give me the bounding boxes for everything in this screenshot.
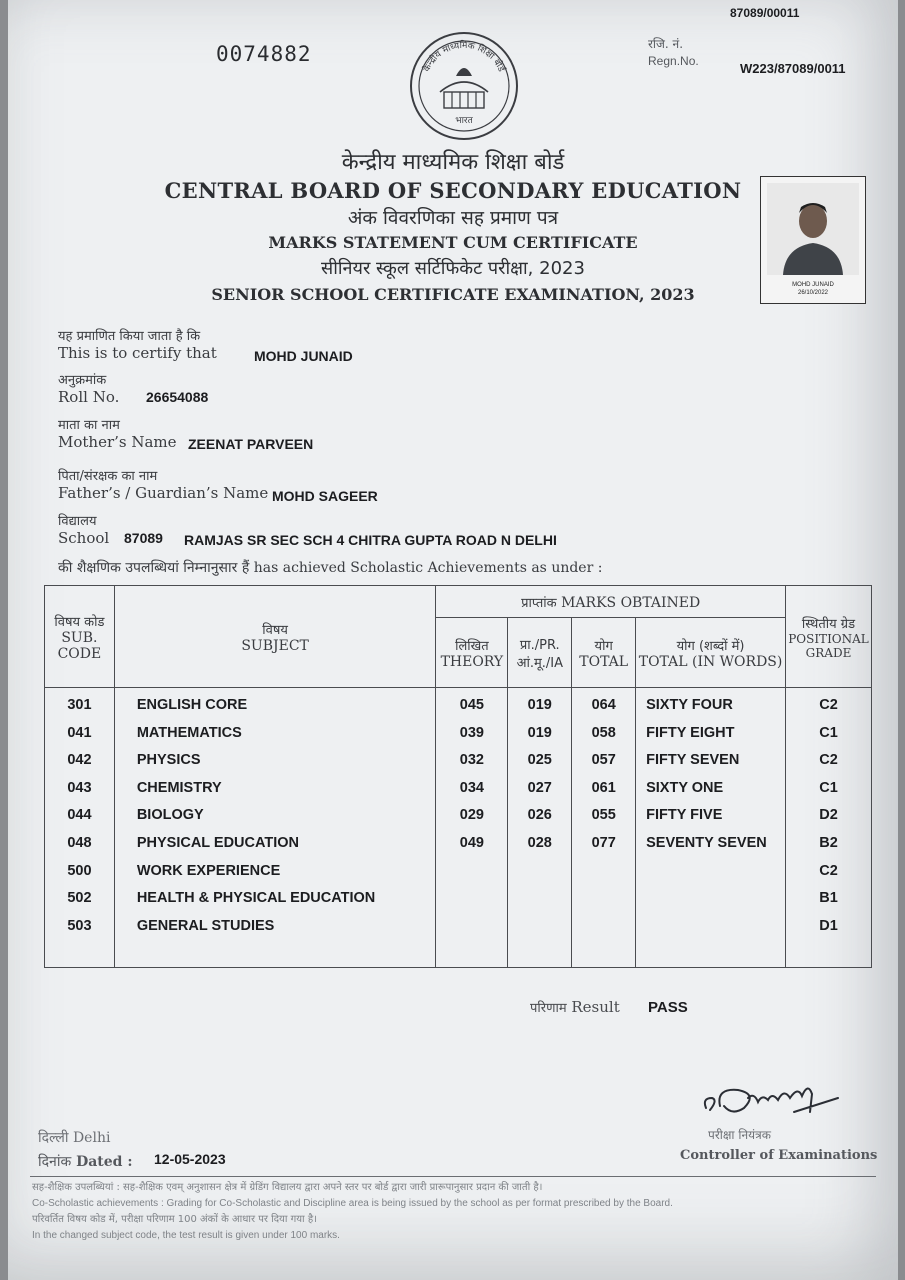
controller-signature bbox=[698, 1068, 848, 1128]
header-sub-code-en2: CODE bbox=[57, 645, 102, 662]
marks-table bbox=[44, 585, 872, 968]
roll-number: 26654088 bbox=[146, 389, 209, 405]
header-subject bbox=[114, 586, 436, 688]
title-block bbox=[158, 148, 748, 306]
candidate-name: MOHD JUNAID bbox=[254, 348, 353, 364]
header-positional-grade bbox=[785, 586, 871, 688]
cell-theory: 039 bbox=[459, 724, 484, 741]
header-total bbox=[572, 618, 636, 688]
cell-theory bbox=[436, 858, 507, 886]
header-grade-hi: स्थितीय ग्रेड bbox=[801, 616, 856, 632]
col-grade bbox=[785, 688, 871, 968]
cell-pr: 025 bbox=[527, 752, 552, 769]
regn-label-en: Regn.No. bbox=[648, 54, 699, 68]
footnote-en-2: In the changed subject code, the test result is given under 100 marks. bbox=[32, 1230, 340, 1241]
cell-words: SIXTY FOUR bbox=[646, 697, 733, 713]
place-en: Delhi bbox=[72, 1130, 111, 1146]
place-hi: दिल्ली bbox=[38, 1130, 69, 1146]
cell-code: 500 bbox=[67, 862, 92, 879]
cell-code: 041 bbox=[67, 724, 92, 741]
cell-code: 048 bbox=[67, 834, 92, 851]
cell-theory: 029 bbox=[459, 807, 484, 824]
cell-pr: 019 bbox=[527, 697, 552, 713]
result-label-en: Result bbox=[571, 998, 620, 1016]
cell-total: 057 bbox=[591, 752, 616, 769]
cell-subject: MATHEMATICS bbox=[136, 724, 242, 741]
header-theory-en: THEORY bbox=[440, 653, 504, 670]
cell-words: FIFTY SEVEN bbox=[646, 752, 740, 769]
cell-pr bbox=[508, 885, 571, 913]
board-name-hi: केन्द्रीय माध्यमिक शिक्षा बोर्ड bbox=[341, 150, 565, 175]
cell-code: 042 bbox=[67, 752, 92, 769]
document-title-hi: अंक विवरणिका सह प्रमाण पत्र bbox=[347, 207, 559, 229]
document-title-en: MARKS STATEMENT CUM CERTIFICATE bbox=[268, 233, 638, 252]
cell-words: FIFTY EIGHT bbox=[646, 724, 735, 741]
cell-total bbox=[572, 913, 635, 941]
top-reference: 87089/00011 bbox=[730, 6, 800, 20]
board-name-en: CENTRAL BOARD OF SECONDARY EDUCATION bbox=[164, 178, 742, 203]
cell-grade: B1 bbox=[819, 890, 838, 907]
cell-subject: PHYSICAL EDUCATION bbox=[136, 834, 300, 851]
cell-grade: C1 bbox=[819, 724, 838, 741]
cell-words: SEVENTY SEVEN bbox=[646, 834, 767, 851]
father-label bbox=[58, 466, 268, 502]
cell-theory: 049 bbox=[459, 834, 484, 851]
header-marks-obtained bbox=[436, 586, 786, 618]
cell-total: 055 bbox=[591, 807, 616, 824]
father-label-hi: पिता/संरक्षक का नाम bbox=[58, 469, 158, 484]
regn-label-hi: रजि. नं. bbox=[648, 37, 684, 51]
cell-words bbox=[646, 913, 785, 941]
header-subject-hi: विषय bbox=[262, 622, 288, 638]
col-total bbox=[572, 688, 636, 968]
footnote-en-1: Co-Scholastic achievements : Grading for Co-Scholastic and Discipline area is being issued by the school as per format prescribed by the Board. bbox=[32, 1198, 673, 1209]
mother-label-en: Mother’s Name bbox=[58, 433, 177, 451]
photo-caption-name: MOHD JUNAID bbox=[792, 282, 834, 288]
roll-label-en: Roll No. bbox=[58, 388, 120, 406]
header-subject-en: SUBJECT bbox=[241, 637, 309, 654]
school-label-en: School bbox=[58, 529, 110, 547]
header-pr-en: आं.मू./IA bbox=[516, 655, 563, 671]
cell-code: 044 bbox=[67, 807, 92, 824]
mother-label bbox=[58, 415, 177, 451]
certify-label bbox=[58, 326, 217, 362]
school-name: RAMJAS SR SEC SCH 4 CHITRA GUPTA ROAD N DELHI bbox=[184, 532, 557, 548]
cell-theory: 032 bbox=[459, 752, 484, 769]
roll-label bbox=[58, 370, 119, 406]
col-theory bbox=[436, 688, 508, 968]
school-code: 87089 bbox=[124, 530, 163, 546]
cell-total bbox=[572, 885, 635, 913]
cell-pr bbox=[508, 858, 571, 886]
cell-code: 503 bbox=[67, 917, 92, 934]
col-practical bbox=[508, 688, 572, 968]
portrait-image bbox=[761, 177, 865, 281]
issue-date: 12-05-2023 bbox=[154, 1151, 226, 1167]
result-label-hi: परिणाम bbox=[530, 1001, 567, 1016]
achievement-statement-hi: की शैक्षणिक उपलब्धियां निम्नानुसार हैं bbox=[58, 560, 250, 576]
header-grade-en1: POSITIONAL bbox=[788, 631, 869, 646]
school-label-hi: विद्यालय bbox=[58, 514, 97, 529]
header-practical bbox=[508, 618, 572, 688]
cell-code: 043 bbox=[67, 779, 92, 796]
seal-text-bottom: भारत bbox=[455, 116, 473, 126]
cell-subject: PHYSICS bbox=[136, 752, 201, 769]
cell-words: SIXTY ONE bbox=[646, 779, 724, 796]
cell-subject: WORK EXPERIENCE bbox=[136, 862, 281, 879]
cell-subject: CHEMISTRY bbox=[136, 779, 222, 796]
header-theory-hi: लिखित bbox=[455, 638, 489, 654]
header-total-hi: योग bbox=[594, 638, 613, 654]
header-total-en: TOTAL bbox=[579, 653, 629, 670]
cell-code: 301 bbox=[67, 697, 92, 713]
header-sub-code-en1: SUB. bbox=[61, 629, 98, 646]
cell-grade: C1 bbox=[819, 779, 838, 796]
cell-total: 058 bbox=[591, 724, 616, 741]
serial-number: 0074882 bbox=[216, 42, 312, 66]
header-theory bbox=[436, 618, 508, 688]
candidate-photo bbox=[760, 176, 866, 304]
footnote-hi-1: सह-शैक्षिक उपलब्धियां : सह-शैक्षिक एवम् अनुशासन क्षेत्र में ग्रेडिंग विद्यालय द्वारा अपने स्तर पर बोर्ड द्वारा जारी प्रारूपानुसार प्रदान की जाती है। bbox=[32, 1182, 543, 1193]
cell-pr: 026 bbox=[527, 807, 552, 824]
col-subject bbox=[114, 688, 436, 968]
regn-label bbox=[648, 36, 699, 70]
roll-label-hi: अनुक्रमांक bbox=[58, 373, 107, 388]
seal-text-top: केन्द्रीय माध्यमिक शिक्षा बोर्ड bbox=[422, 40, 506, 74]
certificate-paper bbox=[8, 0, 898, 1280]
place bbox=[38, 1128, 110, 1147]
cell-theory bbox=[436, 885, 507, 913]
cell-code: 502 bbox=[67, 890, 92, 907]
certify-label-en: This is to certify that bbox=[58, 344, 217, 362]
cbse-seal-icon bbox=[408, 30, 520, 142]
controller-title-en: Controller of Examinations bbox=[680, 1148, 878, 1163]
cell-pr: 028 bbox=[527, 834, 552, 851]
header-sub-code-hi: विषय कोड bbox=[54, 614, 105, 630]
cell-total: 077 bbox=[591, 834, 616, 851]
certify-label-hi: यह प्रमाणित किया जाता है कि bbox=[58, 329, 201, 344]
result-label bbox=[530, 998, 620, 1016]
controller-title-hi: परीक्षा नियंत्रक bbox=[708, 1128, 771, 1142]
header-total-words bbox=[636, 618, 786, 688]
header-sub-code bbox=[45, 586, 115, 688]
result-value: PASS bbox=[648, 999, 688, 1016]
cell-grade: B2 bbox=[819, 834, 838, 851]
cell-subject: BIOLOGY bbox=[136, 807, 204, 824]
cell-pr: 027 bbox=[527, 779, 552, 796]
father-name: MOHD SAGEER bbox=[272, 488, 378, 504]
header-words-en: TOTAL (IN WORDS) bbox=[638, 653, 783, 670]
footnotes bbox=[32, 1180, 878, 1244]
header-marks-hi: प्राप्तांक bbox=[521, 595, 557, 611]
cell-grade: C2 bbox=[819, 697, 838, 713]
achievement-statement-en: has achieved Scholastic Achievements as under : bbox=[253, 560, 603, 576]
mother-label-hi: माता का नाम bbox=[58, 418, 120, 433]
cell-subject: HEALTH & PHYSICAL EDUCATION bbox=[136, 890, 376, 907]
cell-theory: 034 bbox=[459, 779, 484, 796]
footer-divider bbox=[30, 1176, 876, 1177]
cell-grade: C2 bbox=[819, 862, 838, 879]
regn-number: W223/87089/0011 bbox=[740, 61, 846, 76]
header-grade-en2: GRADE bbox=[805, 645, 852, 660]
school-label bbox=[58, 511, 109, 547]
cell-theory bbox=[436, 913, 507, 941]
cell-pr bbox=[508, 913, 571, 941]
cell-subject: GENERAL STUDIES bbox=[136, 917, 275, 934]
father-label-en: Father’s / Guardian’s Name bbox=[58, 484, 269, 502]
exam-title-hi: सीनियर स्कूल सर्टिफिकेट परीक्षा, 2023 bbox=[321, 258, 585, 279]
exam-title-en: SENIOR SCHOOL CERTIFICATE EXAMINATION, 2023 bbox=[211, 285, 695, 304]
dated-label-en: Dated : bbox=[76, 1154, 133, 1170]
dated-label bbox=[38, 1152, 133, 1171]
cell-grade: D1 bbox=[819, 917, 838, 934]
cell-theory: 045 bbox=[459, 697, 484, 713]
cell-words bbox=[646, 885, 785, 913]
cell-subject: ENGLISH CORE bbox=[136, 697, 248, 713]
col-total-words bbox=[636, 688, 786, 968]
header-marks-en: MARKS OBTAINED bbox=[561, 594, 701, 611]
achievement-statement bbox=[58, 558, 602, 577]
dated-label-hi: दिनांक bbox=[38, 1154, 72, 1170]
cell-words bbox=[646, 858, 785, 886]
col-sub-code bbox=[45, 688, 115, 968]
footnote-hi-2: परिवर्तित विषय कोड में, परीक्षा परिणाम 100 अंकों के आधार पर दिया गया है। bbox=[32, 1214, 317, 1225]
photo-caption-date: 26/10/2022 bbox=[797, 290, 829, 296]
cell-pr: 019 bbox=[527, 724, 552, 741]
cell-grade: C2 bbox=[819, 752, 838, 769]
cell-grade: D2 bbox=[819, 807, 838, 824]
header-pr-hi: प्रा./PR. bbox=[519, 637, 560, 653]
cell-total bbox=[572, 858, 635, 886]
cell-total: 061 bbox=[591, 779, 616, 796]
header-words-hi: योग (शब्दों में) bbox=[676, 638, 745, 654]
cell-words: FIFTY FIVE bbox=[646, 807, 723, 824]
mother-name: ZEENAT PARVEEN bbox=[188, 436, 314, 452]
cell-total: 064 bbox=[591, 697, 616, 713]
